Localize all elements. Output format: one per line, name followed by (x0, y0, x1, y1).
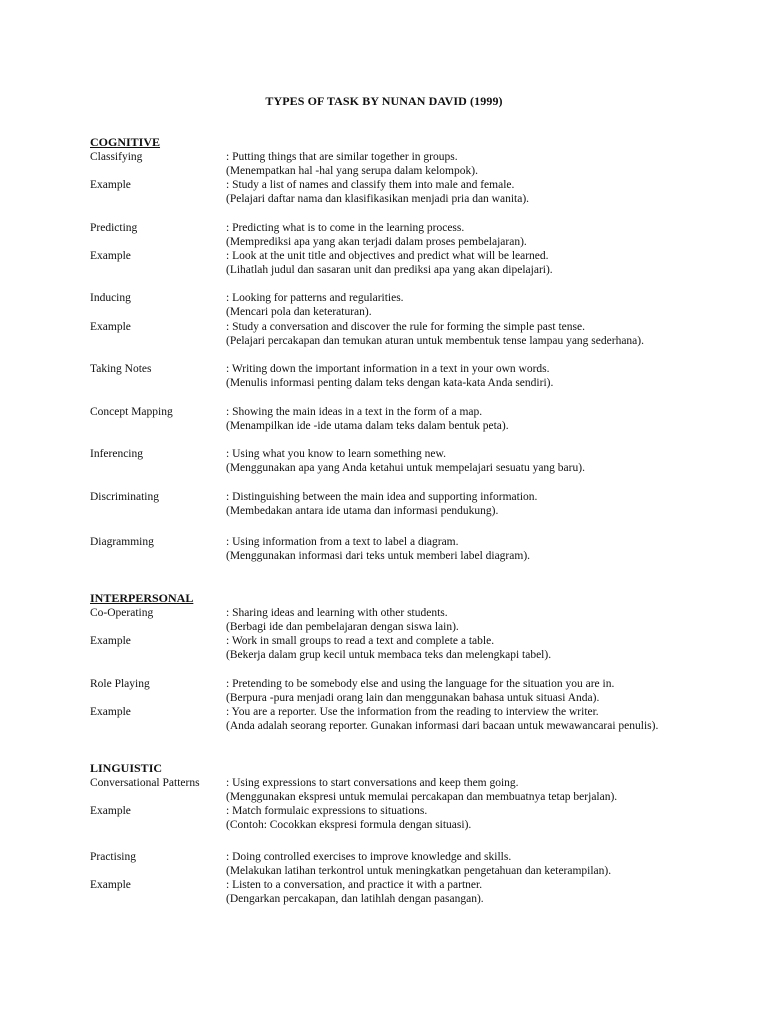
entry-term: Inducing (90, 292, 131, 304)
entry-definition-id: (Contoh: Cocokkan ekspresi formula dengan situasi). (226, 819, 472, 831)
entry-definition-en: : Look at the unit title and objectives and predict what will be learned. (226, 250, 549, 262)
entry-term: Example (90, 179, 131, 191)
entry-definition-en: : Looking for patterns and regularities. (226, 292, 404, 304)
entry-definition-id: (Pelajari percakapan dan temukan aturan untuk membentuk tense lampau yang sederhana). (226, 335, 644, 347)
entry-definition-id: (Menulis informasi penting dalam teks dengan kata-kata Anda sendiri). (226, 377, 554, 389)
section-heading-interpersonal: INTERPERSONAL (90, 591, 194, 605)
entry-definition-en: : Study a list of names and classify them into male and female. (226, 179, 515, 191)
entry-definition-id: (Pelajari daftar nama dan klasifikasikan menjadi pria dan wanita). (226, 193, 530, 205)
entry-definition-en: : Sharing ideas and learning with other students. (226, 607, 448, 619)
entry-term: Discriminating (90, 491, 159, 503)
document-title: TYPES OF TASK BY NUNAN DAVID (1999) (265, 94, 503, 108)
entry-definition-en: : Writing down the important information in a text in your own words. (226, 363, 550, 375)
section-heading-linguistic: LINGUISTIC (90, 761, 163, 775)
entry-definition-id: (Membedakan antara ide utama dan informasi pendukung). (226, 505, 499, 517)
entry-term: Co-Operating (90, 607, 154, 619)
entry-definition-en: : You are a reporter. Use the information from the reading to interview the writer. (226, 706, 599, 718)
entry-definition-en: : Using what you know to learn something new. (226, 448, 446, 460)
entry-definition-en: : Pretending to be somebody else and using the language for the situation you are in. (226, 678, 615, 690)
entry-term: Example (90, 879, 131, 891)
entry-definition-id: (Berbagi ide dan pembelajaran dengan siswa lain). (226, 621, 459, 633)
entry-definition-id: (Menampilkan ide -ide utama dalam teks dalam bentuk peta). (226, 420, 509, 432)
entry-term: Example (90, 635, 131, 647)
entry-term: Predicting (90, 222, 138, 234)
entry-definition-id: (Menggunakan ekspresi untuk memulai percakapan dan membuatnya tetap berjalan). (226, 791, 618, 803)
entry-term: Example (90, 321, 131, 333)
entry-definition-en: : Using expressions to start conversations and keep them going. (226, 777, 519, 789)
entry-definition-id: (Memprediksi apa yang akan terjadi dalam proses pembelajaran). (226, 236, 527, 248)
entry-term: Example (90, 250, 131, 262)
section-heading-cognitive: COGNITIVE (90, 135, 161, 149)
entry-term: Example (90, 706, 131, 718)
entry-definition-en: : Showing the main ideas in a text in the form of a map. (226, 406, 483, 418)
entry-term: Concept Mapping (90, 406, 173, 418)
entry-definition-en: : Distinguishing between the main idea and supporting information. (226, 491, 538, 503)
entry-term: Classifying (90, 151, 143, 163)
entry-definition-en: : Match formulaic expressions to situations. (226, 805, 428, 817)
entry-definition-en: : Listen to a conversation, and practice it with a partner. (226, 879, 483, 891)
entry-definition-id: (Melakukan latihan terkontrol untuk meningkatkan pengetahuan dan keterampilan). (226, 865, 612, 877)
entry-definition-en: : Using information from a text to label a diagram. (226, 536, 459, 548)
entry-definition-en: : Predicting what is to come in the learning process. (226, 222, 465, 234)
entry-term: Example (90, 805, 131, 817)
entry-definition-id: (Dengarkan percakapan, dan latihlah dengan pasangan). (226, 893, 484, 905)
entry-definition-id: (Anda adalah seorang reporter. Gunakan informasi dari bacaan untuk mewawancarai penulis). (226, 720, 659, 732)
entry-definition-en: : Putting things that are similar together in groups. (226, 151, 458, 163)
entry-term: Diagramming (90, 536, 154, 548)
entry-definition-en: : Study a conversation and discover the rule for forming the simple past tense. (226, 321, 585, 333)
entry-definition-en: : Work in small groups to read a text and complete a table. (226, 635, 495, 647)
entry-term: Practising (90, 851, 136, 863)
entry-definition-id: (Bekerja dalam grup kecil untuk membaca teks dan melengkapi tabel). (226, 649, 552, 661)
entry-definition-id: (Berpura -pura menjadi orang lain dan menggunakan bahasa untuk situasi Anda). (226, 692, 600, 704)
entry-term: Conversational Patterns (90, 777, 200, 789)
entry-definition-en: : Doing controlled exercises to improve knowledge and skills. (226, 851, 512, 863)
entry-definition-id: (Lihatlah judul dan sasaran unit dan prediksi apa yang akan dipelajari). (226, 264, 553, 276)
entry-term: Inferencing (90, 448, 143, 460)
entry-term: Taking Notes (90, 363, 152, 375)
entry-definition-id: (Mencari pola dan keteraturan). (226, 306, 372, 318)
entry-term: Role Playing (90, 678, 150, 690)
entry-definition-id: (Menggunakan apa yang Anda ketahui untuk mempelajari sesuatu yang baru). (226, 462, 585, 474)
entry-definition-id: (Menggunakan informasi dari teks untuk memberi label diagram). (226, 550, 531, 562)
entry-definition-id: (Menempatkan hal -hal yang serupa dalam kelompok). (226, 165, 478, 177)
